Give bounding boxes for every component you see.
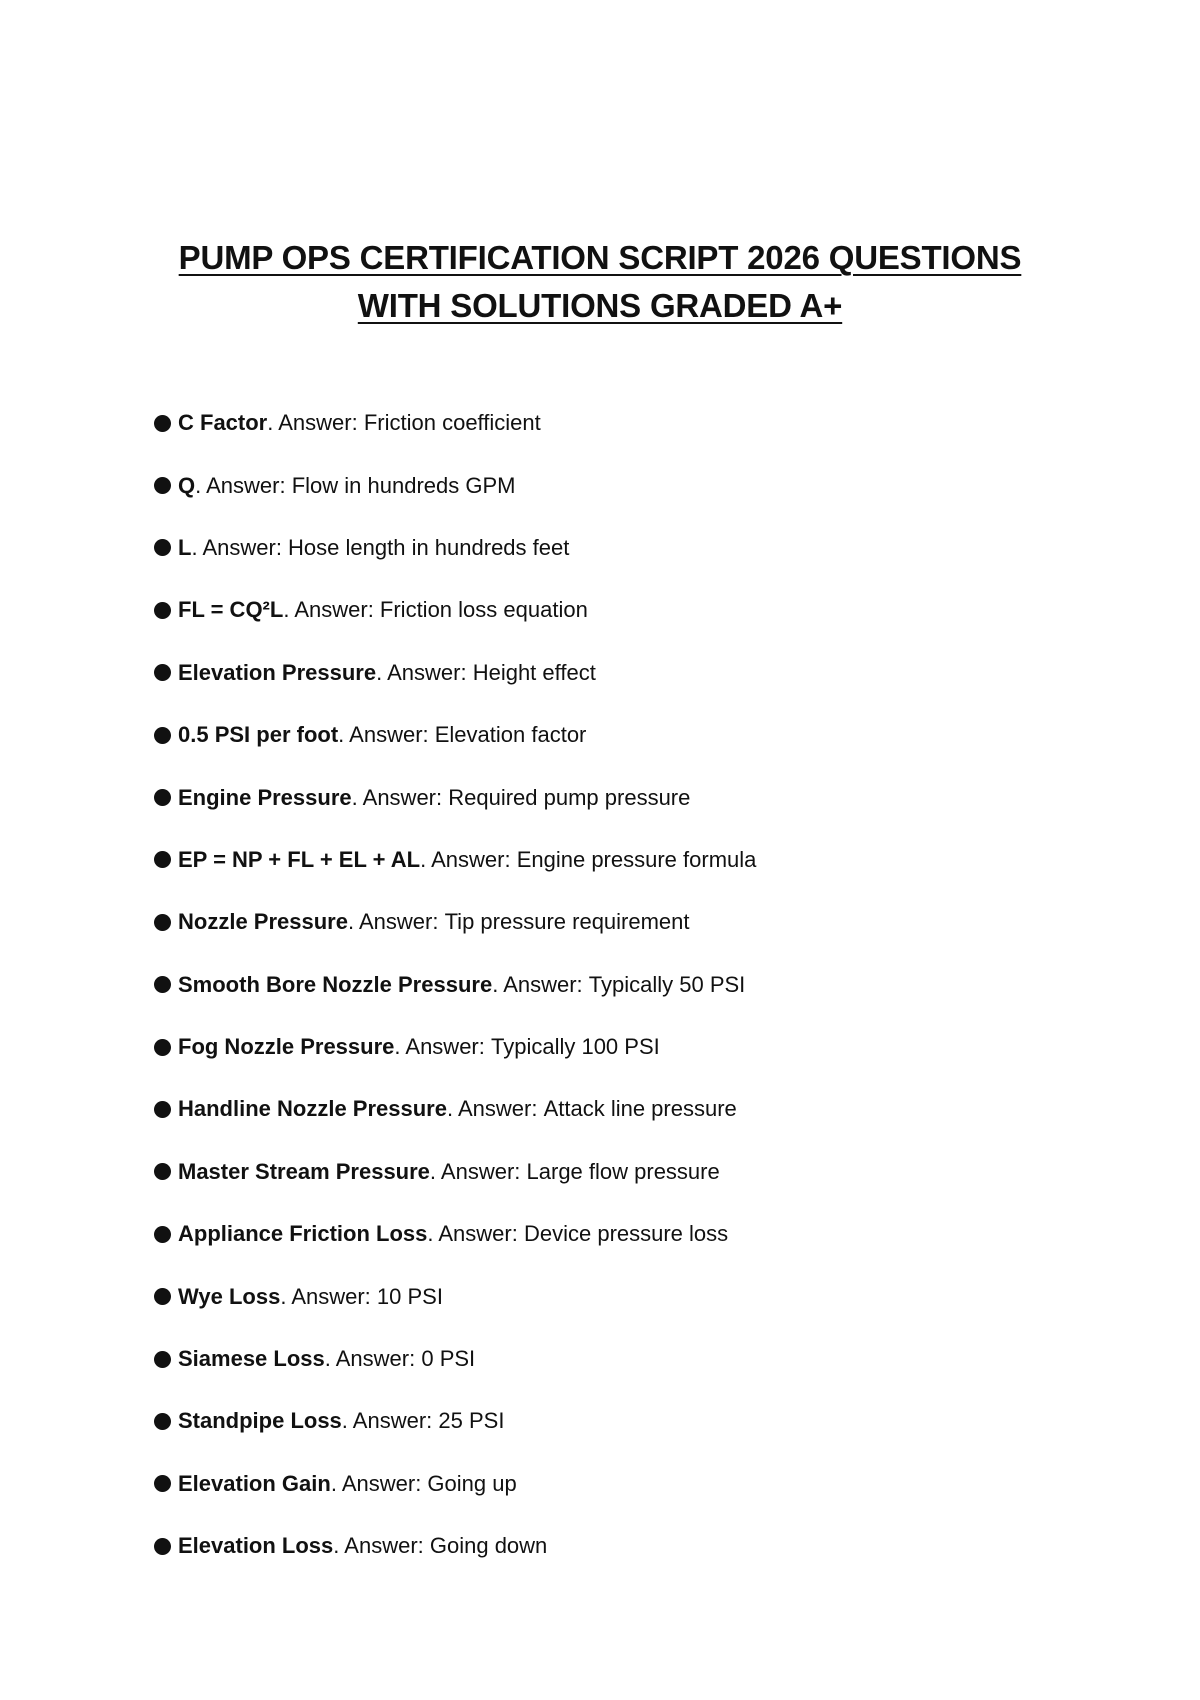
answer-separator: . Answer: xyxy=(347,909,445,935)
title-line-1: PUMP OPS CERTIFICATION SCRIPT 2026 QUESTIONS xyxy=(178,239,1022,277)
list-item xyxy=(154,642,756,704)
term-text: Handline Nozzle Pressure xyxy=(178,1096,447,1122)
list-item xyxy=(154,1078,756,1140)
term-text: Smooth Bore Nozzle Pressure xyxy=(178,971,493,997)
term-text: Nozzle Pressure xyxy=(178,909,348,935)
answer-text: Height effect xyxy=(472,659,596,685)
term-text: 0.5 PSI per foot xyxy=(178,722,339,748)
answer-text: Device pressure loss xyxy=(523,1221,729,1247)
list-item xyxy=(154,766,756,828)
term-text: Fog Nozzle Pressure xyxy=(178,1034,395,1060)
answer-separator: . Answer: xyxy=(333,1533,430,1559)
qa-list xyxy=(154,392,756,1577)
list-item xyxy=(154,454,756,516)
answer-separator: . Answer: xyxy=(420,846,517,872)
term-text: Elevation Loss xyxy=(178,1533,334,1559)
bullet-icon xyxy=(154,976,171,993)
list-item xyxy=(154,891,756,953)
bullet-icon xyxy=(154,1288,171,1305)
answer-separator: . Answer: xyxy=(351,784,449,810)
term-text: Elevation Pressure xyxy=(178,659,377,685)
page-title xyxy=(0,234,1200,330)
bullet-icon xyxy=(154,1475,171,1492)
list-item xyxy=(154,1515,756,1577)
bullet-icon xyxy=(154,477,171,494)
term-text: Standpipe Loss xyxy=(178,1408,342,1434)
answer-text: Flow in hundreds GPM xyxy=(291,472,516,498)
answer-separator: . Answer: xyxy=(427,1221,524,1247)
answer-separator: . Answer: xyxy=(492,971,589,997)
answer-text: Friction loss equation xyxy=(379,597,588,623)
term-text: Master Stream Pressure xyxy=(178,1158,430,1184)
answer-text: Engine pressure formula xyxy=(516,846,757,872)
bullet-icon xyxy=(154,789,171,806)
list-item xyxy=(154,392,756,454)
answer-separator: . Answer: xyxy=(446,1096,544,1122)
answer-separator: . Answer: xyxy=(191,534,289,560)
list-item xyxy=(154,1203,756,1265)
bullet-icon xyxy=(154,1163,171,1180)
answer-text: 10 PSI xyxy=(376,1283,443,1309)
title-line-2: WITH SOLUTIONS GRADED A+ xyxy=(357,287,843,325)
list-item xyxy=(154,1265,756,1327)
list-item xyxy=(154,1390,756,1452)
bullet-icon xyxy=(154,727,171,744)
term-text: C Factor xyxy=(178,410,268,436)
list-item xyxy=(154,579,756,641)
answer-text: Going down xyxy=(429,1533,548,1559)
list-item xyxy=(154,1328,756,1390)
bullet-icon xyxy=(154,1413,171,1430)
list-item xyxy=(154,1453,756,1515)
answer-text: Large flow pressure xyxy=(526,1158,720,1184)
term-text: Siamese Loss xyxy=(178,1346,325,1372)
answer-separator: . Answer: xyxy=(394,1034,491,1060)
answer-text: Attack line pressure xyxy=(543,1096,737,1122)
list-item xyxy=(154,954,756,1016)
bullet-icon xyxy=(154,1226,171,1243)
answer-separator: . Answer: xyxy=(330,1470,428,1496)
term-text: Engine Pressure xyxy=(178,784,352,810)
bullet-icon xyxy=(154,851,171,868)
answer-text: Typically 100 PSI xyxy=(490,1034,660,1060)
term-text: EP = NP + FL + EL + AL xyxy=(178,846,421,872)
bullet-icon xyxy=(154,914,171,931)
bullet-icon xyxy=(154,602,171,619)
bullet-icon xyxy=(154,664,171,681)
answer-separator: . Answer: xyxy=(283,597,380,623)
answer-text: Elevation factor xyxy=(434,722,587,748)
answer-separator: . Answer: xyxy=(195,472,292,498)
bullet-icon xyxy=(154,1039,171,1056)
bullet-icon xyxy=(154,1101,171,1118)
list-item xyxy=(154,829,756,891)
list-item xyxy=(154,1016,756,1078)
answer-separator: . Answer: xyxy=(267,410,364,436)
answer-separator: . Answer: xyxy=(338,722,435,748)
answer-text: Hose length in hundreds feet xyxy=(288,534,570,560)
answer-separator: . Answer: xyxy=(376,659,473,685)
term-text: Q xyxy=(178,472,196,498)
answer-separator: . Answer: xyxy=(280,1283,377,1309)
bullet-icon xyxy=(154,1538,171,1555)
list-item xyxy=(154,517,756,579)
answer-text: Going up xyxy=(427,1470,517,1496)
answer-separator: . Answer: xyxy=(429,1158,527,1184)
answer-text: Required pump pressure xyxy=(448,784,691,810)
answer-text: Typically 50 PSI xyxy=(588,971,746,997)
answer-text: Friction coefficient xyxy=(363,410,541,436)
term-text: L xyxy=(178,534,192,560)
list-item xyxy=(154,704,756,766)
list-item xyxy=(154,1141,756,1203)
answer-separator: . Answer: xyxy=(324,1346,422,1372)
answer-text: Tip pressure requirement xyxy=(444,909,690,935)
term-text: FL = CQ²L xyxy=(178,597,284,623)
bullet-icon xyxy=(154,415,171,432)
bullet-icon xyxy=(154,1351,171,1368)
answer-text: 0 PSI xyxy=(421,1346,476,1372)
term-text: Elevation Gain xyxy=(178,1470,331,1496)
answer-separator: . Answer: xyxy=(341,1408,439,1434)
answer-text: 25 PSI xyxy=(438,1408,505,1434)
term-text: Wye Loss xyxy=(178,1283,281,1309)
bullet-icon xyxy=(154,539,171,556)
term-text: Appliance Friction Loss xyxy=(178,1221,428,1247)
